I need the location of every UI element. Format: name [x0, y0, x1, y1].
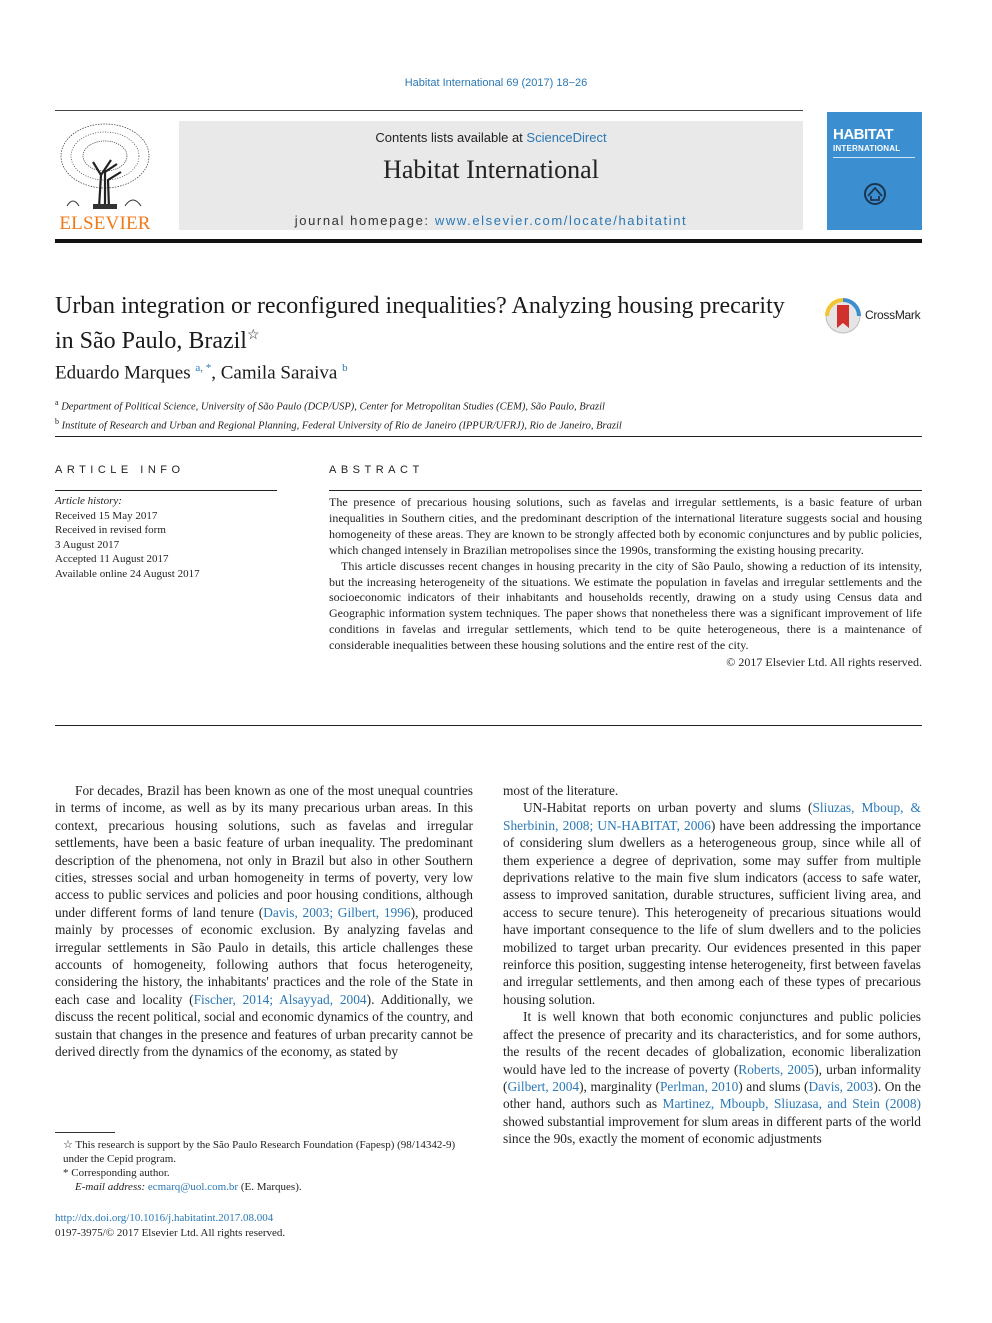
- journal-masthead: [179, 121, 803, 230]
- elsevier-wordmark: ELSEVIER: [59, 213, 151, 234]
- footnote: * Corresponding author.: [63, 1167, 170, 1179]
- footnote-mark: ☆: [63, 1139, 73, 1151]
- crossmark-label: CrossMark: [865, 308, 921, 322]
- doi-block: [55, 1211, 473, 1241]
- contents-line: [179, 130, 803, 145]
- crossmark-badge[interactable]: [825, 296, 925, 336]
- article-title: [55, 292, 795, 356]
- footnotes: [55, 1138, 473, 1194]
- author-name[interactable]: Camila Saraiva: [220, 362, 338, 384]
- email-link[interactable]: ecmarq@uol.com.br: [147, 1181, 239, 1193]
- journal-homepage-link[interactable]: www.elsevier.com/locate/habitatint: [434, 213, 688, 228]
- body-paragraph: For decades, Brazil has been known as one of the most unequal countries in terms of income, as well as by its many precarious urban areas. In this context, precarious housing solutions, such as favelas and irregular settlements, have been a basic feature of urban inequality. The predominant description of the phenomena, not only in Brazil but also in other Southern cities, stresses social and urban homogeneity in terms of poverty, very low access to public services and policies and poor housing conditions, although under different forms of land tenure (Davis, 2003; Gilbert, 1996), produced mainly by processes of economic exclusion. By analyzing favelas and irregular settlements in São Paulo in details, this article challenges these accounts of homogeneity, following authors that focus heterogeneity, considering the history, the inhabitants' practices and the role of the State in each case and locality (Fischer, 2014; Alsayyad, 2004). Additionally, we discuss the recent political, social and economic dynamics of the country, and sustain that changes in the presence and features of urban precarity cannot be derived directly from the dynamics of the economy, as stated by: [55, 783, 473, 1060]
- body-column-right: [503, 782, 921, 1148]
- issn-line: 0197-3975/© 2017 Elsevier Ltd. All rights reserved.: [55, 1227, 286, 1239]
- author-name[interactable]: Eduardo Marques: [55, 362, 191, 384]
- doi-link[interactable]: http://dx.doi.org/10.1016/j.habitatint.2017.08.004: [55, 1212, 274, 1224]
- abstract-heading: ABSTRACT: [329, 464, 424, 476]
- homepage-line: [179, 213, 803, 228]
- section-rule: [55, 725, 922, 726]
- citation-link[interactable]: Perlman, 2010: [659, 1078, 739, 1094]
- affiliation-mark: b: [55, 416, 59, 426]
- abstract-paragraph: The presence of precarious housing solutions, such as favelas and irregular settlements, is a basic feature of urban inequalities in Southern cities, and the predominant description of the international literature suggests social and housing homogeneity of these areas. They are known to be strongly affected both by economic conjunctures and by public policies, which changed intensely in Brazilian metropolises since the 1990s, transforming the existing housing precarity.: [329, 495, 922, 557]
- journal-cover-thumbnail[interactable]: [827, 112, 922, 230]
- citation-link[interactable]: Davis, 2003: [808, 1078, 874, 1094]
- cover-rule: [833, 157, 915, 158]
- history-item: Available online 24 August 2017: [55, 567, 200, 580]
- top-rule: [55, 110, 803, 111]
- contents-prefix: Contents lists available at: [375, 130, 527, 145]
- history-item: Received 15 May 2017: [55, 509, 158, 522]
- sciencedirect-link[interactable]: ScienceDirect: [526, 130, 607, 145]
- author-separator: ,: [211, 362, 221, 384]
- body-paragraph: UN-Habitat reports on urban poverty and slums (Sliuzas, Mboup, & Sherbinin, 2008; UN-HABITAT, 2006) have been addressing the importance of considering slum dwellers as a heterogeneous group, since while all of them experience a degree of deprivation, some may suffer from multiple deprivations relative to the main five slum indicators (access to safe water, assess to improved sanitation, durable structures, sufficient living area, and access to secure tenure). This heterogeneity of precarious situations would have important consequence to the life of slum dwellers and to the policies mobilized to target urban precarity. Our evidences presented in this paper reinforce this position, suggesting intense heterogeneity, first between favelas and irregular settlements, and then among each of these types of precarious housing solution.: [503, 800, 921, 1007]
- title-footnote-mark[interactable]: ☆: [246, 328, 260, 343]
- footnote-rule: [55, 1132, 115, 1133]
- affiliation-mark: a: [55, 398, 59, 407]
- citation-link[interactable]: Martinez, Mboupb, Sliuzasa, and Stein (2008): [662, 1096, 921, 1112]
- article-title-text: Urban integration or reconfigured inequalities? Analyzing housing precarity in São Paulo, Brazil: [55, 293, 785, 354]
- journal-title: Habitat International: [383, 155, 599, 184]
- body-column-left: [55, 782, 473, 1061]
- article-info-rule: [55, 490, 277, 491]
- homepage-prefix: journal homepage:: [294, 213, 435, 228]
- abstract-paragraph: This article discusses recent changes in housing precarity in the city of São Paulo, showing a reduction of its intensity, but the increasing heterogeneity of the situations. We estimate the population in favelas and irregular settlements and the socioeconomic indicators of their inhabitants and households recently, drawing on a study using Census data and Geographic information system techniques. The paper shows that nonetheless there was a significant improvement of life conditions in favelas and irregular settlements, which tend to be quite heterogeneous, there is a maintenance of considerable inequalities between these housing solutions and the entire rest of the city.: [329, 558, 922, 653]
- crossmark-icon: [825, 296, 863, 336]
- abstract-copyright: © 2017 Elsevier Ltd. All rights reserved.: [726, 655, 922, 670]
- history-item: Received in revised form: [55, 524, 166, 536]
- article-info-heading: ARTICLE INFO: [55, 464, 185, 476]
- footnote-email: E-mail address: ecmarq@uol.com.br (E. Marques).: [75, 1181, 302, 1193]
- body-paragraph: It is well known that both economic conjunctures and public policies affect the presence of precarity and its characteristics, and for some authors, the results of the recent decades of globalization, economic liberalization would have led to the increase of poverty (Roberts, 2005), urban informality (Gilbert, 2004), marginality (Perlman, 2010) and slums (Davis, 2003). On the other hand, authors such as Martinez, Mboupb, Sliuzasa, and Stein (2008) showed substantial improvement for slum areas in different parts of the world since the 90s, exactly the moment of economic adjustments: [503, 1009, 921, 1147]
- cover-subtitle: INTERNATIONAL: [833, 144, 901, 153]
- history-item: Accepted 11 August 2017: [55, 553, 169, 565]
- cover-title: HABITAT: [833, 126, 894, 143]
- affiliation-line: [55, 415, 622, 434]
- author-affiliation-mark[interactable]: b: [342, 362, 348, 374]
- abstract-body: [329, 495, 922, 671]
- citation-link[interactable]: Sliuzas, Mboup, & Sherbinin, 2008; UN-HABITAT, 2006: [503, 800, 921, 833]
- header-thick-rule: [55, 239, 922, 243]
- affiliation-text: Institute of Research and Urban and Regional Planning, Federal University of Rio de Janeiro (IPPUR/UFRJ), Rio de Janeiro, Brazil: [61, 420, 622, 431]
- affiliation-text: Department of Political Science, University of São Paulo (DCP/USP), Center for Metropolitan Studies (CEM), São Paulo, Brazil: [61, 401, 605, 413]
- email-label: E-mail address:: [75, 1181, 148, 1193]
- affiliations: [55, 396, 622, 433]
- abstract-rule: [329, 490, 922, 491]
- citation-link[interactable]: Fischer, 2014; Alsayyad, 2004: [193, 991, 367, 1007]
- author-list: [55, 362, 348, 384]
- citation-link[interactable]: Gilbert, 2004: [507, 1078, 580, 1094]
- article-history: [55, 494, 277, 581]
- affiliation-line: [55, 396, 622, 415]
- citation-link[interactable]: Roberts, 2005: [738, 1061, 815, 1077]
- citation-link[interactable]: Davis, 2003; Gilbert, 1996: [263, 904, 411, 920]
- body-paragraph: most of the literature.: [503, 783, 619, 798]
- footnote: ☆ This research is support by the São Paulo Research Foundation (Fapesp) (98/14342-9) under the Cepid program.: [63, 1139, 456, 1165]
- elsevier-logo[interactable]: [55, 120, 155, 235]
- section-rule: [55, 436, 922, 437]
- author-affiliation-mark[interactable]: a, *: [195, 362, 212, 374]
- history-item: 3 August 2017: [55, 538, 120, 551]
- footnote-mark: *: [63, 1167, 69, 1179]
- history-label: Article history:: [55, 495, 122, 507]
- cover-emblem-icon: [863, 182, 887, 206]
- journal-citation[interactable]: Habitat International 69 (2017) 18−26: [404, 77, 588, 89]
